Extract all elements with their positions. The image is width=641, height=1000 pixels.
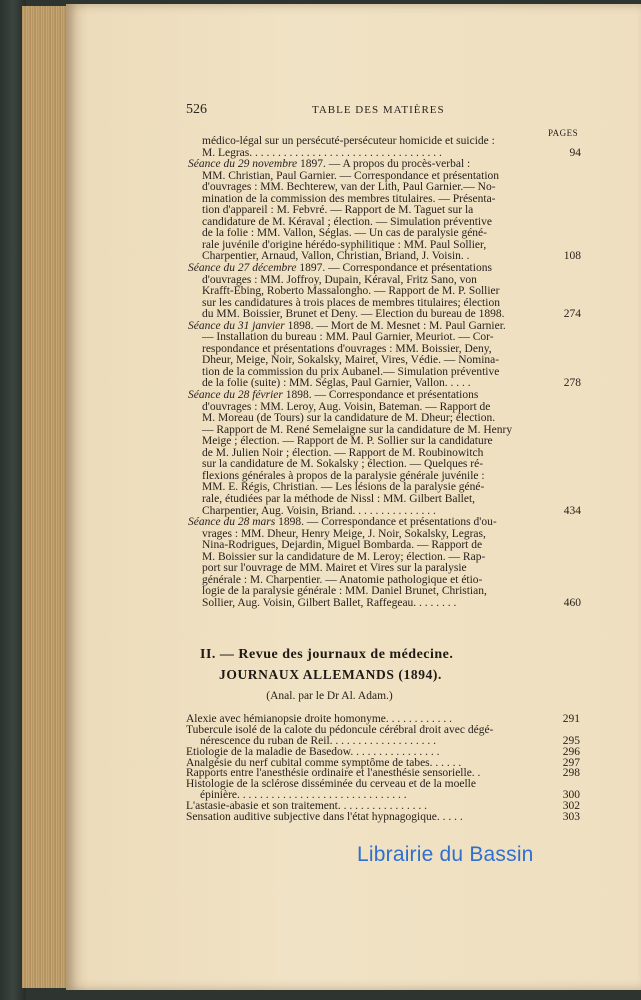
line-text: épinière. . . . . . . . . . . . . . . . . . . . . . . . . . . . . .: [200, 789, 407, 802]
watermark: Librairie du Bassin: [357, 843, 534, 866]
line-text: 1898. — Correspondance et présentations: [282, 389, 479, 402]
pages-column-label: PAGES: [548, 128, 579, 138]
line-text: flexions générales à propos de la paralysie générale juvénile :: [202, 469, 485, 482]
line-text: mination de la commission des membres titulaires. — Présenta-: [202, 192, 496, 205]
line-text: MM. Christian, Paul Garnier. — Correspondance et présentation: [202, 169, 500, 182]
line-text: Sollier, Aug. Voisin, Gilbert Ballet, Raffegeau. . . . . . . .: [202, 596, 457, 609]
line-text: port sur l'ouvrage de MM. Mairet et Vires sur la paralysie: [202, 562, 467, 575]
page-ref: 297: [562, 756, 580, 769]
page-ref: 295: [562, 734, 580, 747]
journals-year: (1894).: [398, 667, 442, 682]
page-ref: 278: [563, 377, 581, 390]
line-text: Krafft-Ebing, Roberto Massalongho. — Rapport de M. P. Sollier: [202, 285, 500, 298]
line-text: rale, étudiées par la méthode de Nissl : MM. Gilbert Ballet,: [202, 492, 476, 505]
line-text: Nina-Rodrigues, Dejardin, Miguel Bombarda. — Rapport de: [202, 539, 483, 552]
line-text: sur la candidature de M. Sokalsky ; élection. — Quelques ré-: [202, 458, 484, 471]
line-text: de la folie (suite) : MM. Séglas, Paul Garnier, Vallon. . . . .: [202, 377, 471, 390]
line-text: — Installation du bureau : MM. Paul Garnier, Meuriot. — Cor-: [202, 331, 494, 344]
line-text: médico-légal sur un persécuté-persécuteur homicide et suicide :: [202, 135, 495, 147]
line-text: candidature de M. Kéraval ; élection. — Simulation préventive: [202, 215, 492, 228]
line-text: Analgésie du nerf cubital comme symptôme de tabes. . . . . .: [186, 756, 462, 769]
line-text: Etiologie de la maladie de Basedow. . . . . . . . . . . . . . . .: [186, 745, 440, 758]
line-text: d'ouvrages : MM. Leroy, Aug. Voisin, Bateman. — Rapport de: [202, 400, 491, 413]
page-ref: 300: [562, 789, 580, 802]
page-ref: 94: [569, 146, 581, 159]
running-title: TABLE DES MATIÈRES: [312, 104, 445, 116]
line-text: L'astasie-abasie et son traitement. . . . . . . . . . . . . . . .: [186, 800, 427, 813]
line-text: Tubercule isolé de la calote du pédoncule cérébral droit avec dégé-: [186, 723, 494, 736]
line-text: M. Legras. . . . . . . . . . . . . . . . . . . . . . . . . . . . . . . . . .: [202, 146, 442, 159]
page-ref: 298: [562, 767, 580, 780]
seance-list: [188, 136, 581, 609]
line-text: 1897. — A propos du procès-verbal :: [297, 158, 471, 171]
section-heading: II. — Revue des journaux de médecine.: [200, 647, 454, 662]
line-text: Meige ; élection. — Rapport de M. P. Sollier sur la candidature: [202, 435, 493, 448]
analyst-line: (Anal. par le Dr Al. Adam.): [266, 690, 393, 702]
page-ref: 296: [562, 745, 580, 758]
line-text: de la folie : MM. Vallon, Séglas. — Un cas de paralysie géné-: [202, 227, 487, 240]
page-ref: 303: [562, 811, 580, 824]
page-ref: 274: [563, 308, 581, 321]
line-text: Histologie de la sclérose disséminée du cerveau et de la moelle: [186, 778, 476, 791]
line-text: sur les candidatures à trois places de membres titulaires; élection: [202, 296, 500, 309]
line-text: tion d'appareil : M. Febvré. — Rapport de M. Taguet sur la: [202, 204, 474, 217]
seance-date: Séance du 28 février: [188, 389, 283, 402]
page-ref: 302: [562, 800, 580, 813]
line-text: 1898. — Correspondance et présentations d'ou-: [275, 516, 497, 529]
line-text: M. Moreau (de Tours) sur la candidature de M. Dheur; élection.: [202, 412, 496, 425]
line-text: Charpentier, Arnaud, Vallon, Christian, Briand, J. Voisin. .: [202, 250, 470, 263]
line-text: 1897. — Correspondance et présentations: [296, 262, 492, 275]
line-text: MM. E. Régis, Christian. — Les lésions de la paralysie géné-: [202, 481, 485, 494]
line-text: nérescence du ruban de Reil. . . . . . . . . . . . . . . . . . .: [200, 734, 437, 747]
article-list: [186, 714, 580, 823]
journals-title: [0, 667, 641, 683]
seance-date: Séance du 29 novembre: [188, 158, 298, 171]
line-text: vrages : MM. Dheur, Henry Meige, J. Noir, Sokalsky, Legras,: [202, 527, 486, 540]
seance-date: Séance du 31 janvier: [188, 319, 285, 332]
line-text: M. Boissier sur la candidature de M. Leroy; élection. — Rap-: [202, 550, 486, 563]
line-text: Charpentier, Aug. Voisin, Briand. . . . . . . . . . . . . . .: [202, 504, 436, 517]
line-text: Alexie avec hémianopsie droite homonyme. . . . . . . . . . . .: [186, 713, 453, 725]
line-text: du MM. Boissier, Brunet et Deny. — Election du bureau de 1898.: [202, 308, 505, 321]
line-text: rale juvénile d'origine hérédo-syphilitique : MM. Paul Sollier,: [202, 238, 487, 251]
seance-date: Séance du 27 décembre: [188, 262, 297, 275]
line-text: générale : M. Charpentier. — Anatomie pathologique et étio-: [202, 573, 483, 586]
line-text: d'ouvrages : MM. Joffroy, Dupain, Kéraval, Fritz Sano, von: [202, 273, 477, 286]
seance-date: Séance du 28 mars: [188, 516, 276, 529]
page-number: 526: [186, 102, 207, 117]
page-ref: 108: [563, 250, 581, 263]
line-text: de M. Julien Noir ; élection. — Rapport de M. Roubinowitch: [202, 446, 484, 459]
line-text: Dheur, Meige, Noir, Sokalsky, Mairet, Vires, Védie. — Nomina-: [202, 354, 500, 367]
line-text: respondance et présentations d'ouvrages : MM. Boissier, Deny,: [202, 342, 492, 355]
page-ref: 291: [562, 713, 580, 725]
line-text: 1898. — Mort de M. Mesnet : M. Paul Garnier.: [284, 319, 506, 332]
page-edges: [22, 6, 69, 988]
line-text: Rapports entre l'anesthésie ordinaire et l'anesthésie sensorielle. .: [186, 767, 481, 780]
line-text: Sensation auditive subjective dans l'état hypnagogique. . . . .: [186, 811, 463, 824]
line-text: tion de la commission du prix Aubanel.— Simulation préventive: [202, 365, 500, 378]
page-ref: 434: [563, 504, 581, 517]
journals-subheading: JOURNAUX ALLEMANDS: [219, 667, 395, 682]
toc-line: [188, 598, 581, 610]
running-head: [0, 102, 641, 118]
page-ref: 460: [563, 596, 581, 609]
line-text: logie de la paralysie générale : MM. Daniel Brunet, Christian,: [202, 585, 487, 598]
line-text: d'ouvrages : MM. Bechterew, van der Lith, Paul Garnier.— No-: [202, 181, 496, 194]
article-line: [186, 812, 580, 823]
line-text: — Rapport de M. René Semelaigne sur la candidature de M. Henry: [202, 423, 513, 436]
